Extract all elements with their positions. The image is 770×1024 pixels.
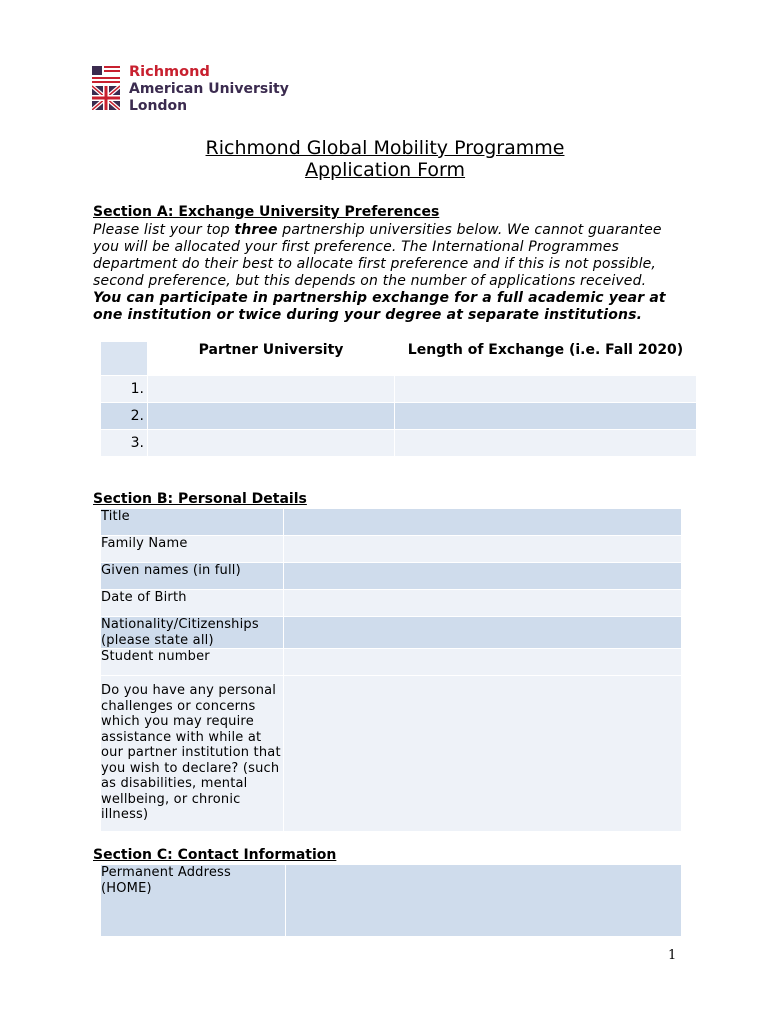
intro-bold-note: You can participate in partnership exchange for a full academic year at one institution or twice during your degree at separate institutions. (93, 290, 666, 323)
personal-details-table (100, 508, 682, 832)
page-number: 1 (668, 948, 677, 963)
title-input[interactable] (284, 509, 682, 536)
table-row (101, 403, 697, 430)
table-row (101, 590, 682, 617)
field-label-family-name: Family Name (101, 536, 284, 563)
table-row (101, 865, 682, 937)
field-label-permanent-address: Permanent Address (HOME) (101, 865, 286, 937)
page-title (0, 137, 770, 181)
university-preferences-table (100, 341, 697, 457)
section-c-heading: Section C: Contact Information (93, 847, 337, 863)
section-a-heading: Section A: Exchange University Preferences (93, 204, 440, 220)
nationality-input[interactable] (284, 617, 682, 649)
table-row (101, 536, 682, 563)
contact-information-table (100, 864, 682, 937)
personal-challenges-input[interactable] (284, 676, 682, 832)
table-header-row (101, 342, 697, 376)
section-b-heading: Section B: Personal Details (93, 491, 307, 507)
logo-line-london: London (129, 98, 188, 114)
field-label-date-of-birth: Date of Birth (101, 590, 284, 617)
field-label-given-names: Given names (in full) (101, 563, 284, 590)
length-3-input[interactable] (395, 430, 697, 457)
length-1-input[interactable] (395, 376, 697, 403)
field-label-student-number: Student number (101, 649, 284, 676)
university-2-input[interactable] (148, 403, 395, 430)
university-1-input[interactable] (148, 376, 395, 403)
given-names-input[interactable] (284, 563, 682, 590)
field-label-title: Title (101, 509, 284, 536)
field-label-personal-challenges: Do you have any personal challenges or concerns which you may require assistance with while at our partner institution that you wish to declare? (such as disabilities, mental wellbeing, or chronic illness) (101, 676, 284, 832)
title-line-1: Richmond Global Mobility Programme (205, 137, 565, 159)
header-blank-cell (101, 342, 148, 376)
logo-line-american-university: American University (129, 81, 289, 97)
intro-text-2: partnership universities below. We cannot guarantee you will be allocated your first preference. The International Programmes department do their best to allocate first preference and if this is not possible, second preference, but this depends on the number of applications received. (93, 222, 662, 289)
row-number: 1. (101, 376, 148, 403)
header-partner-university: Partner University (148, 342, 395, 376)
permanent-address-input[interactable] (286, 865, 682, 937)
table-row (101, 649, 682, 676)
table-row (101, 563, 682, 590)
field-label-nationality: Nationality/Citizenships (please state all) (101, 617, 284, 649)
section-a-intro (93, 222, 673, 324)
student-number-input[interactable] (284, 649, 682, 676)
logo-line-richmond: Richmond (129, 64, 210, 80)
date-of-birth-input[interactable] (284, 590, 682, 617)
flag-emblem-icon (92, 66, 120, 110)
table-row (101, 509, 682, 536)
family-name-input[interactable] (284, 536, 682, 563)
table-row (101, 376, 697, 403)
length-2-input[interactable] (395, 403, 697, 430)
intro-bold-three: three (234, 222, 278, 238)
university-3-input[interactable] (148, 430, 395, 457)
university-logo (92, 64, 312, 116)
table-row (101, 676, 682, 832)
table-row (101, 617, 682, 649)
table-row (101, 430, 697, 457)
row-number: 3. (101, 430, 148, 457)
intro-text-1: Please list your top (93, 222, 235, 238)
row-number: 2. (101, 403, 148, 430)
header-length-of-exchange: Length of Exchange (i.e. Fall 2020) (395, 342, 697, 376)
title-line-2: Application Form (304, 159, 466, 181)
